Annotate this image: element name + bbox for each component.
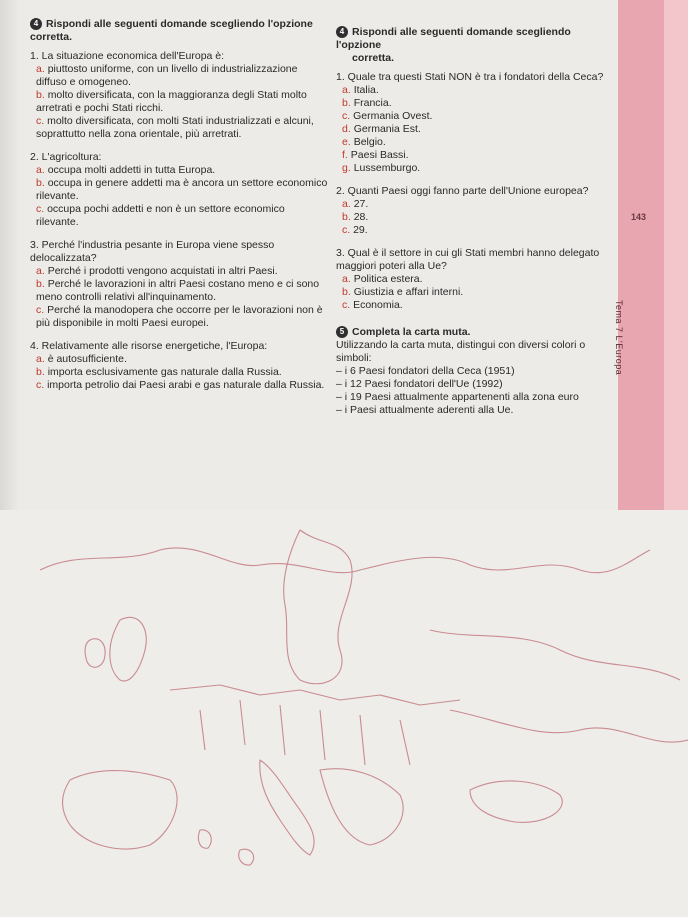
- question-text: 2. Quanti Paesi oggi fanno parte dell'Unione europea?: [336, 185, 589, 197]
- option-letter: c.: [36, 203, 45, 215]
- answer-option[interactable]: [336, 97, 616, 110]
- exercise-5-item: – i 12 Paesi fondatori dell'Ue (1992): [336, 378, 503, 390]
- option-letter: c.: [342, 110, 351, 122]
- option-letter: c.: [36, 379, 45, 391]
- exercise-number-badge: 4: [30, 18, 42, 30]
- option-text: Belgio.: [353, 136, 386, 148]
- answer-option[interactable]: [30, 379, 330, 392]
- option-letter: b.: [342, 211, 351, 223]
- option-letter: c.: [342, 299, 351, 311]
- question: [30, 340, 330, 392]
- option-text: Germania Est.: [353, 123, 421, 135]
- option-letter: a.: [36, 353, 45, 365]
- option-letter: c.: [36, 115, 45, 127]
- right-column: [336, 26, 616, 417]
- exercise-5-item: – i 19 Paesi attualmente appartenenti alla zona euro: [336, 391, 579, 403]
- exercise-5-items: [336, 365, 616, 417]
- exercise-5-item: – i Paesi attualmente aderenti alla Ue.: [336, 404, 514, 416]
- option-text: 29.: [353, 224, 368, 236]
- option-text: Francia.: [353, 97, 392, 109]
- option-letter: f.: [342, 149, 348, 161]
- option-text: Economia.: [353, 299, 403, 311]
- option-text: occupa pochi addetti e non è un settore economico rilevante.: [36, 203, 285, 228]
- option-text: Paesi Bassi.: [350, 149, 409, 161]
- answer-option[interactable]: [30, 278, 330, 304]
- option-letter: b.: [36, 177, 45, 189]
- option-text: Germania Ovest.: [353, 110, 433, 122]
- europe-outline-map: [0, 510, 688, 917]
- answer-option[interactable]: [336, 110, 616, 123]
- option-text: 28.: [353, 211, 369, 223]
- blank-map-europe: [0, 510, 688, 917]
- option-text: Giustizia e affari interni.: [353, 286, 464, 298]
- theme-label: Tema 7 L'Europa: [614, 300, 624, 376]
- question: [30, 151, 330, 229]
- option-letter: a.: [36, 63, 45, 75]
- option-letter: e.: [342, 136, 351, 148]
- exercise-heading-cont: corretta.: [352, 52, 395, 64]
- answer-option[interactable]: [30, 63, 330, 89]
- option-letter: a.: [36, 164, 45, 176]
- question: [30, 239, 330, 330]
- answer-option[interactable]: [336, 123, 616, 136]
- option-text: piuttosto uniforme, con un livello di industrializzazione diffuso e omogeneo.: [36, 63, 298, 88]
- answer-option[interactable]: [336, 136, 616, 149]
- option-text: Perché le lavorazioni in altri Paesi costano meno e ci sono meno controlli relativi all'inquinamento.: [36, 278, 320, 303]
- question-text: 1. La situazione economica dell'Europa è:: [30, 50, 225, 62]
- option-letter: a.: [342, 198, 351, 210]
- answer-option[interactable]: [30, 265, 330, 278]
- option-text: 27.: [353, 198, 369, 210]
- question: [336, 185, 616, 237]
- question-list: [336, 71, 616, 312]
- option-letter: a.: [342, 273, 351, 285]
- option-letter: g.: [342, 162, 351, 174]
- option-text: Politica estera.: [353, 273, 423, 285]
- option-text: importa petrolio dai Paesi arabi e gas naturale dalla Russia.: [47, 379, 325, 391]
- option-text: molto diversificata, con molti Stati industrializzati e alcuni, soprattutto nella zona orientale, più arretrati.: [36, 115, 314, 140]
- option-text: occupa in genere addetti ma è ancora un settore economico rilevante.: [36, 177, 328, 202]
- option-letter: b.: [36, 89, 45, 101]
- answer-option[interactable]: [30, 203, 330, 229]
- exercise-heading: 4 Rispondi alle seguenti domande scegliendo l'opzione: [30, 18, 330, 31]
- answer-option[interactable]: [336, 273, 616, 286]
- answer-option[interactable]: [30, 304, 330, 330]
- answer-option[interactable]: [30, 115, 330, 141]
- option-text: molto diversificata, con la maggioranza degli Stati molto arretrati e pochi Stati ricchi.: [36, 89, 307, 114]
- question-list: [30, 50, 330, 392]
- option-letter: a.: [342, 84, 351, 96]
- option-text: Perché la manodopera che occorre per le lavorazioni non è più disponibile in molti Paesi europei.: [36, 304, 323, 329]
- option-text: occupa molti addetti in tutta Europa.: [47, 164, 216, 176]
- option-letter: b.: [36, 366, 45, 378]
- exercise-5-item: – i 6 Paesi fondatori della Ceca (1951): [336, 365, 515, 377]
- exercise-number-badge: 5: [336, 326, 348, 338]
- left-column: [30, 18, 330, 392]
- option-letter: b.: [342, 286, 351, 298]
- exercise-heading-cont: corretta.: [30, 31, 73, 43]
- answer-option[interactable]: [336, 162, 616, 175]
- option-text: Lussemburgo.: [353, 162, 421, 174]
- question-text: 1. Quale tra questi Stati NON è tra i fondatori della Ceca?: [336, 71, 604, 83]
- question-text: 3. Qual è il settore in cui gli Stati membri hanno delegato maggiori poteri alla Ue?: [336, 247, 600, 272]
- exercise-5-instructions: Utilizzando la carta muta, distingui con diversi colori o simboli:: [336, 339, 586, 364]
- answer-option[interactable]: [336, 149, 616, 162]
- option-text: è autosufficiente.: [47, 353, 127, 365]
- exercise-5: [336, 326, 616, 417]
- question: [30, 50, 330, 141]
- answer-option[interactable]: [30, 177, 330, 203]
- question: [336, 71, 616, 175]
- answer-option[interactable]: [30, 164, 330, 177]
- question-text: 3. Perché l'industria pesante in Europa viene spesso delocalizzata?: [30, 239, 275, 264]
- answer-option[interactable]: [336, 211, 616, 224]
- exercise-heading: 4 Rispondi alle seguenti domande scegliendo l'opzione: [336, 26, 571, 51]
- question-text: 4. Relativamente alle risorse energetiche, l'Europa:: [30, 340, 268, 352]
- exercise-5-title: 5 Completa la carta muta.: [336, 326, 616, 339]
- option-letter: c.: [36, 304, 45, 316]
- question-text: 2. L'agricoltura:: [30, 151, 102, 163]
- option-text: Italia.: [353, 84, 379, 96]
- option-letter: c.: [342, 224, 351, 236]
- option-letter: b.: [36, 278, 45, 290]
- answer-option[interactable]: [336, 84, 616, 97]
- answer-option[interactable]: [336, 198, 616, 211]
- option-letter: a.: [36, 265, 45, 277]
- answer-option[interactable]: [336, 299, 616, 312]
- answer-option[interactable]: [30, 89, 330, 115]
- page-number: 143: [631, 212, 647, 222]
- option-letter: d.: [342, 123, 351, 135]
- option-text: Perché i prodotti vengono acquistati in altri Paesi.: [47, 265, 278, 277]
- answer-option[interactable]: [336, 224, 616, 237]
- answer-option[interactable]: [336, 286, 616, 299]
- answer-option[interactable]: [30, 353, 330, 366]
- option-text: importa esclusivamente gas naturale dalla Russia.: [47, 366, 282, 378]
- exercise-number-badge: 4: [336, 26, 348, 38]
- answer-option[interactable]: [30, 366, 330, 379]
- option-letter: b.: [342, 97, 351, 109]
- question: [336, 247, 616, 312]
